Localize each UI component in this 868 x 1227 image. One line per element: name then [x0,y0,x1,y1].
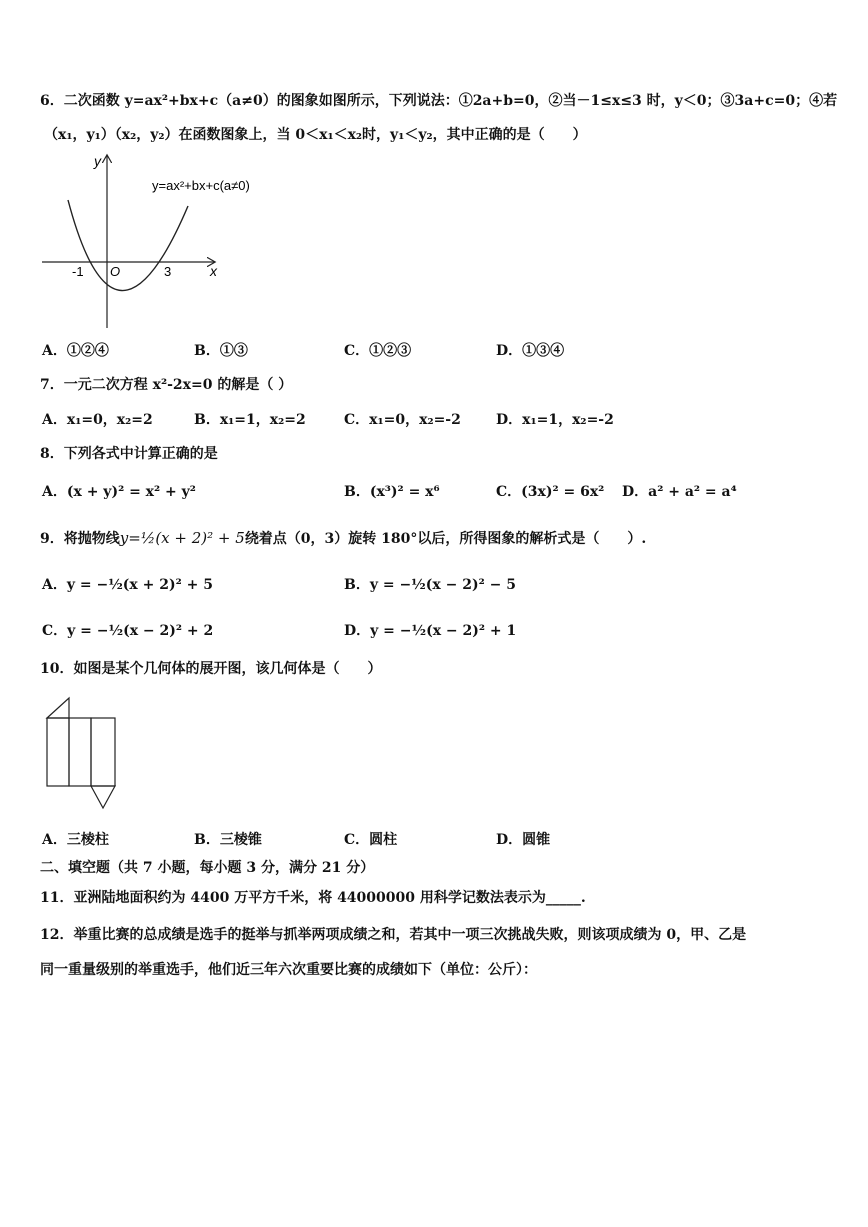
q7-stem: 7．一元二次方程 x²-2x=0 的解是（ ） [40,377,293,393]
q6-option-d[interactable]: D．①③④ [496,343,565,359]
q12-stem-line1: 12．举重比赛的总成绩是选手的挺举与抓举两项成绩之和，若其中一项三次挑战失败，则该项成绩为 0，甲、乙是 [40,927,747,943]
q8-option-c[interactable]: C．(3x)² = 6x² [496,484,605,500]
q12-stem-line2: 同一重量级别的举重选手，他们近三年六次重要比赛的成绩如下（单位：公斤）： [40,962,537,978]
net-face-3 [91,718,115,786]
y-axis-label: y [94,153,101,169]
q9-option-a[interactable]: A．y = −½(x + 2)² + 5 [42,577,213,593]
root-left-label: -1 [72,264,84,279]
q9-option-b[interactable]: B．y = −½(x − 2)² − 5 [344,577,516,593]
q11-stem: 11．亚洲陆地面积约为 4400 万平方千米，将 44000000 用科学记数法表示为_____. [40,890,586,906]
q8-option-d[interactable]: D．a² + a² = a⁴ [622,484,737,500]
q10-option-d[interactable]: D．圆锥 [496,832,551,848]
q7-option-a[interactable]: A．x₁=0，x₂=2 [42,412,153,428]
q10-option-c[interactable]: C．圆柱 [344,832,398,848]
q6-stem-line1: 6．二次函数 y=ax²+bx+c（a≠0）的图象如图所示，下列说法：①2a+b=0，②当－1≤x≤3 时，y＜0；③3a+c=0；④若 [40,93,838,109]
net-face-2 [69,718,91,786]
q9-option-c[interactable]: C．y = −½(x − 2)² + 2 [42,623,214,639]
origin-label: O [110,264,121,279]
x-axis-label: x [210,263,217,279]
q8-option-a[interactable]: A．(x + y)² = x² + y² [42,484,196,500]
q6-option-a[interactable]: A．①②④ [42,343,109,359]
curve-label: y=ax²+bx+c(a≠0) [152,178,250,193]
net-face-1 [47,718,69,786]
q10-option-b[interactable]: B．三棱锥 [194,832,262,848]
q9-stem-suffix: 绕着点（0，3）旋转 180°以后，所得图象的解析式是（ ）. [244,531,647,547]
q10-stem: 10．如图是某个几何体的展开图，该几何体是（ ） [40,661,382,677]
q9-stem-prefix: 9．将抛物线 [40,531,120,547]
q6-stem-line2: （x₁，y₁）（x₂，y₂）在函数图象上，当 0＜x₁＜x₂时，y₁＜y₂，其中正确的是（ ） [44,127,587,143]
q8-option-b[interactable]: B．(x³)² = x⁶ [344,484,440,500]
net-bottom-triangle [91,786,115,808]
q6-option-b[interactable]: B．①③ [194,343,248,359]
q7-option-b[interactable]: B．x₁=1，x₂=2 [194,412,306,428]
prism-net-figure [44,696,124,814]
q9-stem [40,529,646,548]
q7-option-d[interactable]: D．x₁=1，x₂=-2 [496,412,614,428]
section-2-heading: 二、填空题（共 7 小题，每小题 3 分，满分 21 分） [40,860,375,876]
net-top-triangle [47,698,69,718]
q9-stem-formula: y=½(x + 2)² + 5 [119,529,245,547]
q10-option-a[interactable]: A．三棱柱 [42,832,109,848]
q6-option-c[interactable]: C．①②③ [344,343,412,359]
q7-option-c[interactable]: C．x₁=0，x₂=-2 [344,412,461,428]
q8-stem: 8．下列各式中计算正确的是 [40,446,218,462]
q9-option-d[interactable]: D．y = −½(x − 2)² + 1 [344,623,517,639]
q6-parabola-graph [40,152,270,332]
root-right-label: 3 [164,264,172,279]
